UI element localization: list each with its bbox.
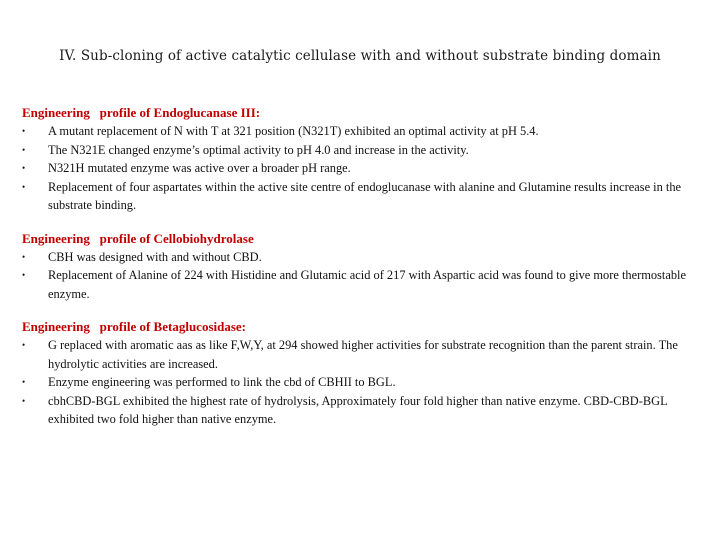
bullet-list [22, 336, 702, 429]
slide-content [22, 104, 702, 444]
list-item-text: CBH was designed with and without CBD. [48, 249, 262, 264]
list-item-text: The N321E changed enzyme’s optimal activity to pH 4.0 and increase in the activity. [48, 142, 469, 157]
list-item [22, 122, 702, 141]
slide-title: IV. Sub-cloning of active catalytic cellulase with and without substrate binding domain [59, 48, 661, 64]
list-item [22, 266, 702, 303]
list-item [22, 336, 702, 373]
list-item [22, 159, 702, 178]
list-item-text: G replaced with aromatic aas as like F,W,Y, at 294 showed higher activities for substrate recognition than the parent strain. The hydrolytic activities are increased. [48, 338, 678, 371]
section-betaglucosidase [22, 318, 702, 429]
bullet-icon: • [22, 395, 26, 406]
list-item-text: Replacement of Alanine of 224 with Histidine and Glutamic acid of 217 with Aspartic acid was found to give more thermostable enzyme. [48, 268, 686, 301]
list-item [22, 392, 702, 429]
bullet-icon: • [22, 181, 26, 192]
list-item [22, 373, 702, 392]
section-endoglucanase [22, 104, 702, 215]
list-item-text: Replacement of four aspartates within the active site centre of endoglucanase with alanine and Glutamine results increase in the substrate binding. [48, 179, 682, 212]
list-item-text: cbhCBD-BGL exhibited the highest rate of hydrolysis, Approximately four fold higher than native enzyme. CBD-CBD-BGL exhibited two fold higher than native enzyme. [48, 393, 668, 426]
bullet-icon: • [22, 340, 26, 350]
bullet-list [22, 248, 702, 304]
section-cellobiohydrolase [22, 230, 702, 304]
list-item [22, 248, 702, 267]
bullet-icon: • [22, 377, 26, 387]
list-item-text: Enzyme engineering was performed to link the cbd of CBHII to BGL. [48, 375, 396, 389]
section-heading: Engineering profile of Betaglucosidase: [22, 319, 247, 334]
list-item-text: N321H mutated enzyme was active over a broader pH range. [48, 161, 351, 175]
bullet-icon: • [22, 126, 26, 136]
list-item-text: A mutant replacement of N with T at 321 position (N321T) exhibited an optimal activity at pH 5.4. [48, 124, 539, 138]
bullet-icon: • [22, 144, 26, 155]
bullet-list [22, 122, 702, 215]
section-heading: Engineering profile of Cellobiohydrolase [22, 230, 254, 246]
section-heading: Engineering profile of Endoglucanase III: [22, 105, 261, 120]
bullet-icon: • [22, 270, 26, 280]
list-item [22, 141, 702, 160]
bullet-icon: • [22, 163, 26, 173]
bullet-icon: • [22, 251, 26, 262]
list-item [22, 178, 702, 215]
